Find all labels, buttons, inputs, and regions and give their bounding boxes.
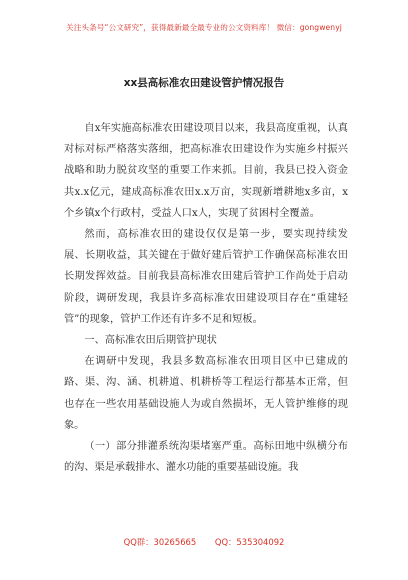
footer-contact [0, 536, 408, 548]
footer-qq-group: QQ群：30265665 [123, 537, 197, 547]
page-title: xx县高标准农田建设管护情况报告 [123, 77, 285, 89]
paragraph-2: 然而，高标准农田的建设仅仅是第一步，要实现持续发展、长期收益，其关键在于做好建后管护工作确保高标准农田长期发挥效益。目前我县高标准农田建后管护工作尚处于启动阶段，调研发现，我县许多高标准农田建设项目存在“重建轻管”的现象，管护工作还有许多不足和短板。 [64, 229, 348, 325]
document-body [64, 118, 348, 478]
header-note: 关注头条号“公文研究”，获得最新最全最专业的公文资料库！ 微信：gongwenyj [66, 23, 342, 32]
footer-qq: QQ：535304092 [214, 537, 285, 547]
paragraph-3: 在调研中发现，我县多数高标准农田项目区中已建成的路、渠、沟、涵、机耕道、机耕桥等工程运行都基本正常，但也存在一些农用基础设施人为或自然损坏，无人管护维修的现象。 [64, 356, 348, 431]
section-heading: 一、高标准农田后期管护现状 [84, 335, 217, 347]
paragraph-1: 自x年实施高标准农田建设项目以来，我县高度重视，认真对标对标严格落实落细，把高标准农田建设作为实施乡村振兴战略和助力脱贫攻坚的重要工作来抓。目前，我县已投入资金共x.x亿元，建成高标准农田x.x万亩，实现新增耕地x多亩，x个乡镇x个行政村，受益人口x人，实现了贫困村全覆盖。 [64, 123, 348, 219]
paragraph-4: （一）部分排灌系统沟渠堵塞严重。高标田地中纵横分布的沟、渠是承载排水、灌水功能的重要基础设施。我 [64, 441, 348, 474]
